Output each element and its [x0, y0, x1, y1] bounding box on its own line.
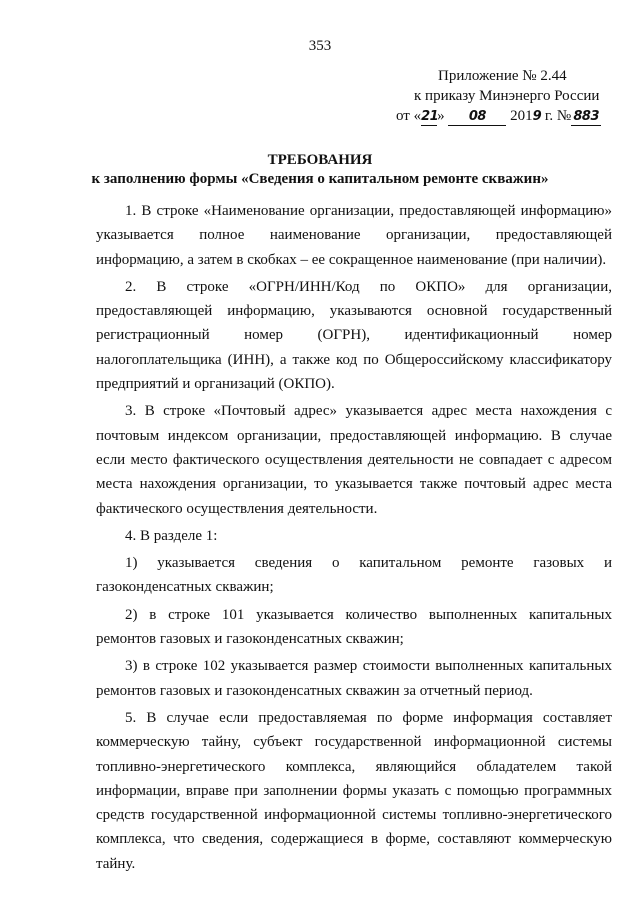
- paragraph-4: 4. В разделе 1:: [125, 527, 218, 544]
- appendix-title: Приложение № 2.44: [438, 68, 567, 84]
- paragraph-2: 2. В строке «ОГРН/ИНН/Код по ОКПО» для организации, предоставляющей информацию, указываются основной государственный регистрационный номер (ОГРН), идентификационный номер налогоплательщика (ИНН), а также код по Общероссийскому классификатору предприятий и организаций (ОКПО).: [96, 278, 612, 393]
- title-heading: ТРЕБОВАНИЯ: [267, 152, 373, 168]
- appendix-order-ref: к приказу Минэнерго России: [414, 88, 600, 104]
- title-subheading: к заполнению формы «Сведения о капитальном ремонте скважин»: [91, 171, 549, 187]
- date-prefix: от «: [396, 108, 422, 124]
- date-year-digit: 9: [532, 109, 542, 124]
- paragraph-4-item-2: 2) в строке 101 указывается количество выполненных капитальных ремонтов газовых и газоконденсатных скважин;: [96, 606, 612, 648]
- date-mid: »: [437, 108, 445, 124]
- paragraph-4-item-1: 1) указывается сведения о капитальном ремонте газовых и газоконденсатных скважин;: [96, 555, 612, 596]
- date-day: 21: [421, 109, 439, 124]
- paragraph-3: 3. В строке «Почтовый адрес» указывается адрес места нахождения с почтовым индексом организации, предоставляющей информацию. В случае если место фактического осуществления деятельности не совпадает с адресом места нахождения организации, то указывается также почтовый адрес места фактического осуществления деятельности.: [96, 403, 612, 517]
- document-title: [0, 151, 640, 189]
- appendix-date-line: [396, 106, 626, 127]
- paragraph-1: 1. В строке «Наименование организации, предоставляющей информацию» указывается полное наименование организации, предоставляющей информацию, а затем в скобках – ее сокращенное наименование (при наличии).: [96, 203, 612, 268]
- document-body: [96, 199, 612, 879]
- paragraph-4-item-3: 3) в строке 102 указывается размер стоимости выполненных капитальных ремонтов газовых и газоконденсатных скважин за отчетный период.: [96, 658, 612, 699]
- order-number: 883: [571, 109, 601, 126]
- page-number: 353: [308, 38, 332, 54]
- appendix-block: [396, 66, 626, 127]
- date-month: 08: [448, 109, 506, 126]
- date-year-suffix: г. №: [541, 108, 572, 124]
- paragraph-5: 5. В случае если предоставляемая по форме информация составляет коммерческую тайну, субъект государственной информационной системы топливно-энергетического комплекса, являющийся обладателем такой информации, вправе при заполнении формы указать с помощью программных средств государственной информационной системы топливно-энергетического комплекса, что сведения, содержащиеся в форме, составляют коммерческую тайну.: [96, 709, 612, 872]
- date-year-prefix: 201: [510, 108, 533, 124]
